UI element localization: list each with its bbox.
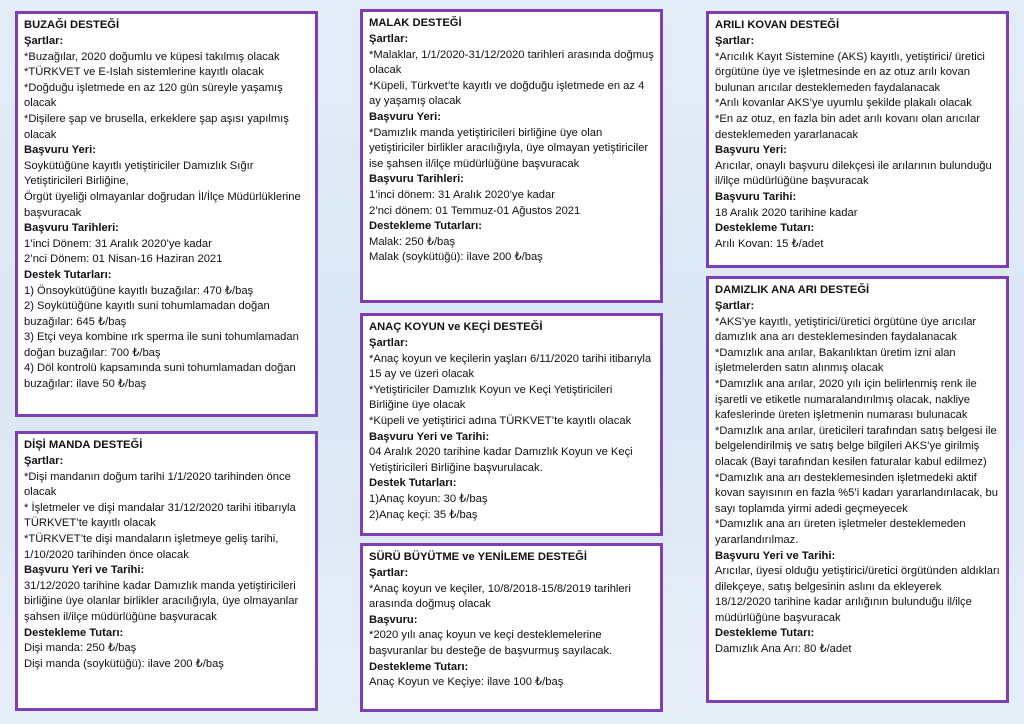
- text-line: *Küpeli ve yetiştirici adına TÜRKVET’te kayıtlı olacak: [369, 414, 632, 427]
- section-heading: Şartlar:: [715, 300, 755, 312]
- text-line: 31/12/2020 tarihine kadar Damızlık manda yetiştiricileri birliğine üye olanlar birlikler aracılığıyla, üye olmayanlar şahsen il/ilçe müdürlüğüne başvuracak: [24, 579, 299, 623]
- card-malak-destegi: [360, 9, 663, 303]
- section-heading: Destekleme Tutarları:: [369, 220, 482, 233]
- card-title: ARILI KOVAN DESTEĞİ: [715, 19, 840, 31]
- text-line: Malak (soykütüğü): ilave 200 ₺/baş: [369, 251, 543, 264]
- section-heading: Destekleme Tutarı:: [369, 660, 469, 673]
- text-line: 1)Anaç koyun: 30 ₺/baş: [369, 492, 488, 505]
- text-line: 4) Döl kontrolü kapsamında suni tohumlamadan doğan buzağılar: ilave 50 ₺/baş: [24, 362, 296, 391]
- card-anac-koyun-keci-destegi: [360, 313, 663, 536]
- text-line: 1) Önsoykütüğüne kayıtlı buzağılar: 470 ₺/baş: [24, 284, 254, 297]
- text-line: *Malaklar, 1/1/2020-31/12/2020 tarihleri arasında doğmuş olacak: [369, 48, 654, 77]
- text-line: *2020 yılı anaç koyun ve keçi desteklemelerine başvuranlar bu desteğe de başvurmuş sayılacak.: [369, 629, 613, 657]
- section-heading: Şartlar:: [369, 337, 409, 349]
- card-suru-buyutme-destegi: [360, 543, 663, 712]
- text-line: *Arılı kovanlar AKS’ye uyumlu şekilde plakalı olacak: [715, 97, 972, 110]
- text-line: *Yetiştiriciler Damızlık Koyun ve Keçi Yetiştiricileri Birliğine üye olacak: [369, 383, 613, 412]
- card-title: BUZAĞI DESTEĞİ: [24, 19, 120, 31]
- card-title: DAMIZLIK ANA ARI DESTEĞİ: [715, 284, 870, 296]
- text-line: Arıcılar, onaylı başvuru dilekçesi ile arılarının bulunduğu il/ilçe müdürlüğüne başvuracak: [715, 159, 992, 188]
- text-line: Dişi manda (soykütüğü): ilave 200 ₺/baş: [24, 657, 224, 670]
- text-line: *Küpeli, Türkvet’te kayıtlı ve doğduğu işletmede en az 4 ay yaşamış olacak: [369, 79, 645, 108]
- section-heading: Destekleme Tutarı:: [715, 222, 815, 235]
- card-arili-kovan-destegi: [706, 11, 1009, 268]
- section-heading: Şartlar:: [715, 35, 755, 47]
- section-heading: Başvuru Yeri:: [715, 144, 787, 157]
- card-body: [24, 34, 309, 393]
- card-title: ANAÇ KOYUN ve KEÇİ DESTEĞİ: [369, 321, 543, 333]
- text-line: *Anaç koyun ve keçilerin yaşları 6/11/2020 tarihi itibarıyla 15 ay ve üzeri olacak: [369, 352, 652, 381]
- text-line: *Arıcılık Kayıt Sistemine (AKS) kayıtlı, yetiştirici/ üretici örgütüne üye ve işletmesinde en az otuz arılı kovan bulunan arıcılar desteklemeden faydalanacak: [715, 50, 985, 94]
- text-line: * İşletmeler ve dişi mandalar 31/12/2020 tarihi itibarıyla TÜRKVET’te kayıtlı olacak: [24, 501, 296, 530]
- text-line: *TÜRKVET ve E-Islah sistemlerine kayıtlı olacak: [24, 66, 264, 79]
- text-line: 2)Anaç keçi: 35 ₺/baş: [369, 508, 478, 521]
- text-line: 18 Aralık 2020 tarihine kadar: [715, 206, 858, 219]
- section-heading: Başvuru Yeri ve Tarihi:: [24, 564, 145, 577]
- section-heading: Başvuru Tarihi:: [715, 190, 797, 203]
- card-title: SÜRÜ BÜYÜTME ve YENİLEME DESTEĞİ: [369, 551, 587, 563]
- text-line: *Damızlık ana arılar, 2020 yılı için belirlenmiş renk ile işaretli ve etiketle numaralandırılmış olacak, nakliye kafeslerinde üreten işletmenin numarası bulunacak: [715, 377, 977, 422]
- section-heading: Başvuru Tarihleri:: [369, 173, 464, 186]
- card-body: [369, 336, 654, 523]
- section-heading: Başvuru Yeri:: [369, 110, 441, 123]
- text-line: Soykütüğüne kayıtlı yetiştiriciler Damızlık Sığır Yetiştiricileri Birliğine,: [24, 159, 254, 188]
- text-line: *Damızlık ana arılar, üreticileri tarafından satış belgesi ile belgelendirilmiş ve satış belge bilgileri AKS’ye girilmiş olacak (Bayi tarafından kesilen faturalar kabul edilmez): [715, 424, 997, 468]
- section-heading: Başvuru Tarihleri:: [24, 222, 119, 235]
- section-heading: Başvuru Yeri ve Tarihi:: [369, 430, 490, 443]
- text-line: Dişi manda: 250 ₺/baş: [24, 642, 137, 655]
- text-line: *TÜRKVET’te dişi mandaların işletmeye geliş tarihi, 1/10/2020 tarihinden önce olacak: [24, 532, 279, 561]
- text-line: *Doğduğu işletmede en az 120 gün süreyle yaşamış olacak: [24, 81, 283, 110]
- section-heading: Şartlar:: [24, 35, 64, 47]
- text-line: *Damızlık ana arı üreten işletmeler desteklemeden yararlandırılmaz.: [715, 518, 966, 546]
- text-line: Örgüt üyeliği olmayanlar doğrudan İl/İlçe Müdürlüklerine başvuracak: [24, 190, 301, 219]
- card-body: [715, 34, 1000, 252]
- text-line: Arıcılar, üyesi olduğu yetiştirici/üretici örgütünden aldıkları dilekçeye, satış belgesinin aslını da ekleyerek 18/12/2020 tarihine kadar arılığının bulunduğu il/ilçe müdürlüğüne başvuracak: [715, 565, 1000, 624]
- text-line: *Damızlık ana arı desteklemesinden işletmedeki aktif kovan sayısının en fazla %5’i kadarı yararlandırılacak, bu sayı toplamda yirmi adedi geçmeyecek: [715, 471, 998, 515]
- text-line: *Dişilere şap ve brusella, erkeklere şap aşısı yapılmış olacak: [24, 112, 289, 141]
- text-line: Malak: 250 ₺/baş: [369, 235, 456, 248]
- text-line: 1’inci dönem: 31 Aralık 2020’ye kadar: [369, 188, 555, 201]
- card-buzagi-destegi: [15, 11, 318, 417]
- section-heading: Şartlar:: [24, 455, 64, 467]
- text-line: *Buzağılar, 2020 doğumlu ve küpesi takılmış olacak: [24, 50, 280, 63]
- card-body: [24, 454, 309, 672]
- text-line: *Damızlık manda yetiştiricileri birliğine üye olan yetiştiriciler birlikler aracılığıyla, üye olmayan yetiştiriciler ise şahsen il/ilçe müdürlüğüne başvuracak: [369, 126, 649, 170]
- card-damizlik-ana-ari-destegi: [706, 276, 1009, 703]
- text-line: 2’nci dönem: 01 Temmuz-01 Ağustos 2021: [369, 204, 581, 217]
- section-heading: Başvuru Yeri ve Tarihi:: [715, 549, 836, 562]
- text-line: *Damızlık ana arılar, Bakanlıktan üretim izni alan işletmelerden satın alınmış olacak: [715, 346, 956, 375]
- section-heading: Destek Tutarları:: [369, 477, 457, 490]
- text-line: *Anaç koyun ve keçiler, 10/8/2018-15/8/2019 tarihleri arasında doğmuş olacak: [369, 582, 631, 611]
- section-heading: Başvuru:: [369, 613, 418, 626]
- text-line: Arılı Kovan: 15 ₺/adet: [715, 237, 824, 250]
- text-line: 2) Soykütüğüne kayıtlı suni tohumlamadan doğan buzağılar: 645 ₺/baş: [24, 300, 270, 328]
- card-disi-manda-destegi: [15, 431, 318, 711]
- section-heading: Şartlar:: [369, 33, 409, 45]
- text-line: 3) Etçi veya kombine ırk sperma ile suni tohumlamadan doğan buzağılar: 700 ₺/baş: [24, 331, 299, 359]
- text-line: *En az otuz, en fazla bin adet arılı kovanı olan arıcılar desteklemeden yararlanacak: [715, 112, 980, 141]
- text-line: 04 Aralık 2020 tarihine kadar Damızlık Koyun ve Keçi Yetiştiricileri Birliğine başvurulacak.: [369, 446, 633, 474]
- section-heading: Başvuru Yeri:: [24, 144, 96, 157]
- card-body: [369, 32, 654, 266]
- text-line: *AKS’ye kayıtlı, yetiştirici/üretici örgütüne üye arıcılar damızlık ana arı desteklemesinden faydalanacak: [715, 315, 977, 344]
- card-body: [369, 566, 654, 691]
- section-heading: Destekleme Tutarı:: [24, 626, 124, 639]
- card-title: MALAK DESTEĞİ: [369, 17, 462, 29]
- card-title: DİŞİ MANDA DESTEĞİ: [24, 439, 143, 451]
- section-heading: Destek Tutarları:: [24, 268, 112, 281]
- text-line: Damızlık Ana Arı: 80 ₺/adet: [715, 643, 852, 656]
- section-heading: Şartlar:: [369, 567, 409, 579]
- section-heading: Destekleme Tutarı:: [715, 627, 815, 640]
- text-line: 1’inci Dönem: 31 Aralık 2020’ye kadar: [24, 237, 212, 250]
- card-body: [715, 299, 1000, 658]
- text-line: Anaç Koyun ve Keçiye: ilave 100 ₺/baş: [369, 676, 564, 689]
- text-line: *Dişi mandanın doğum tarihi 1/1/2020 tarihinden önce olacak: [24, 470, 291, 499]
- text-line: 2’nci Dönem: 01 Nisan-16 Haziran 2021: [24, 253, 223, 266]
